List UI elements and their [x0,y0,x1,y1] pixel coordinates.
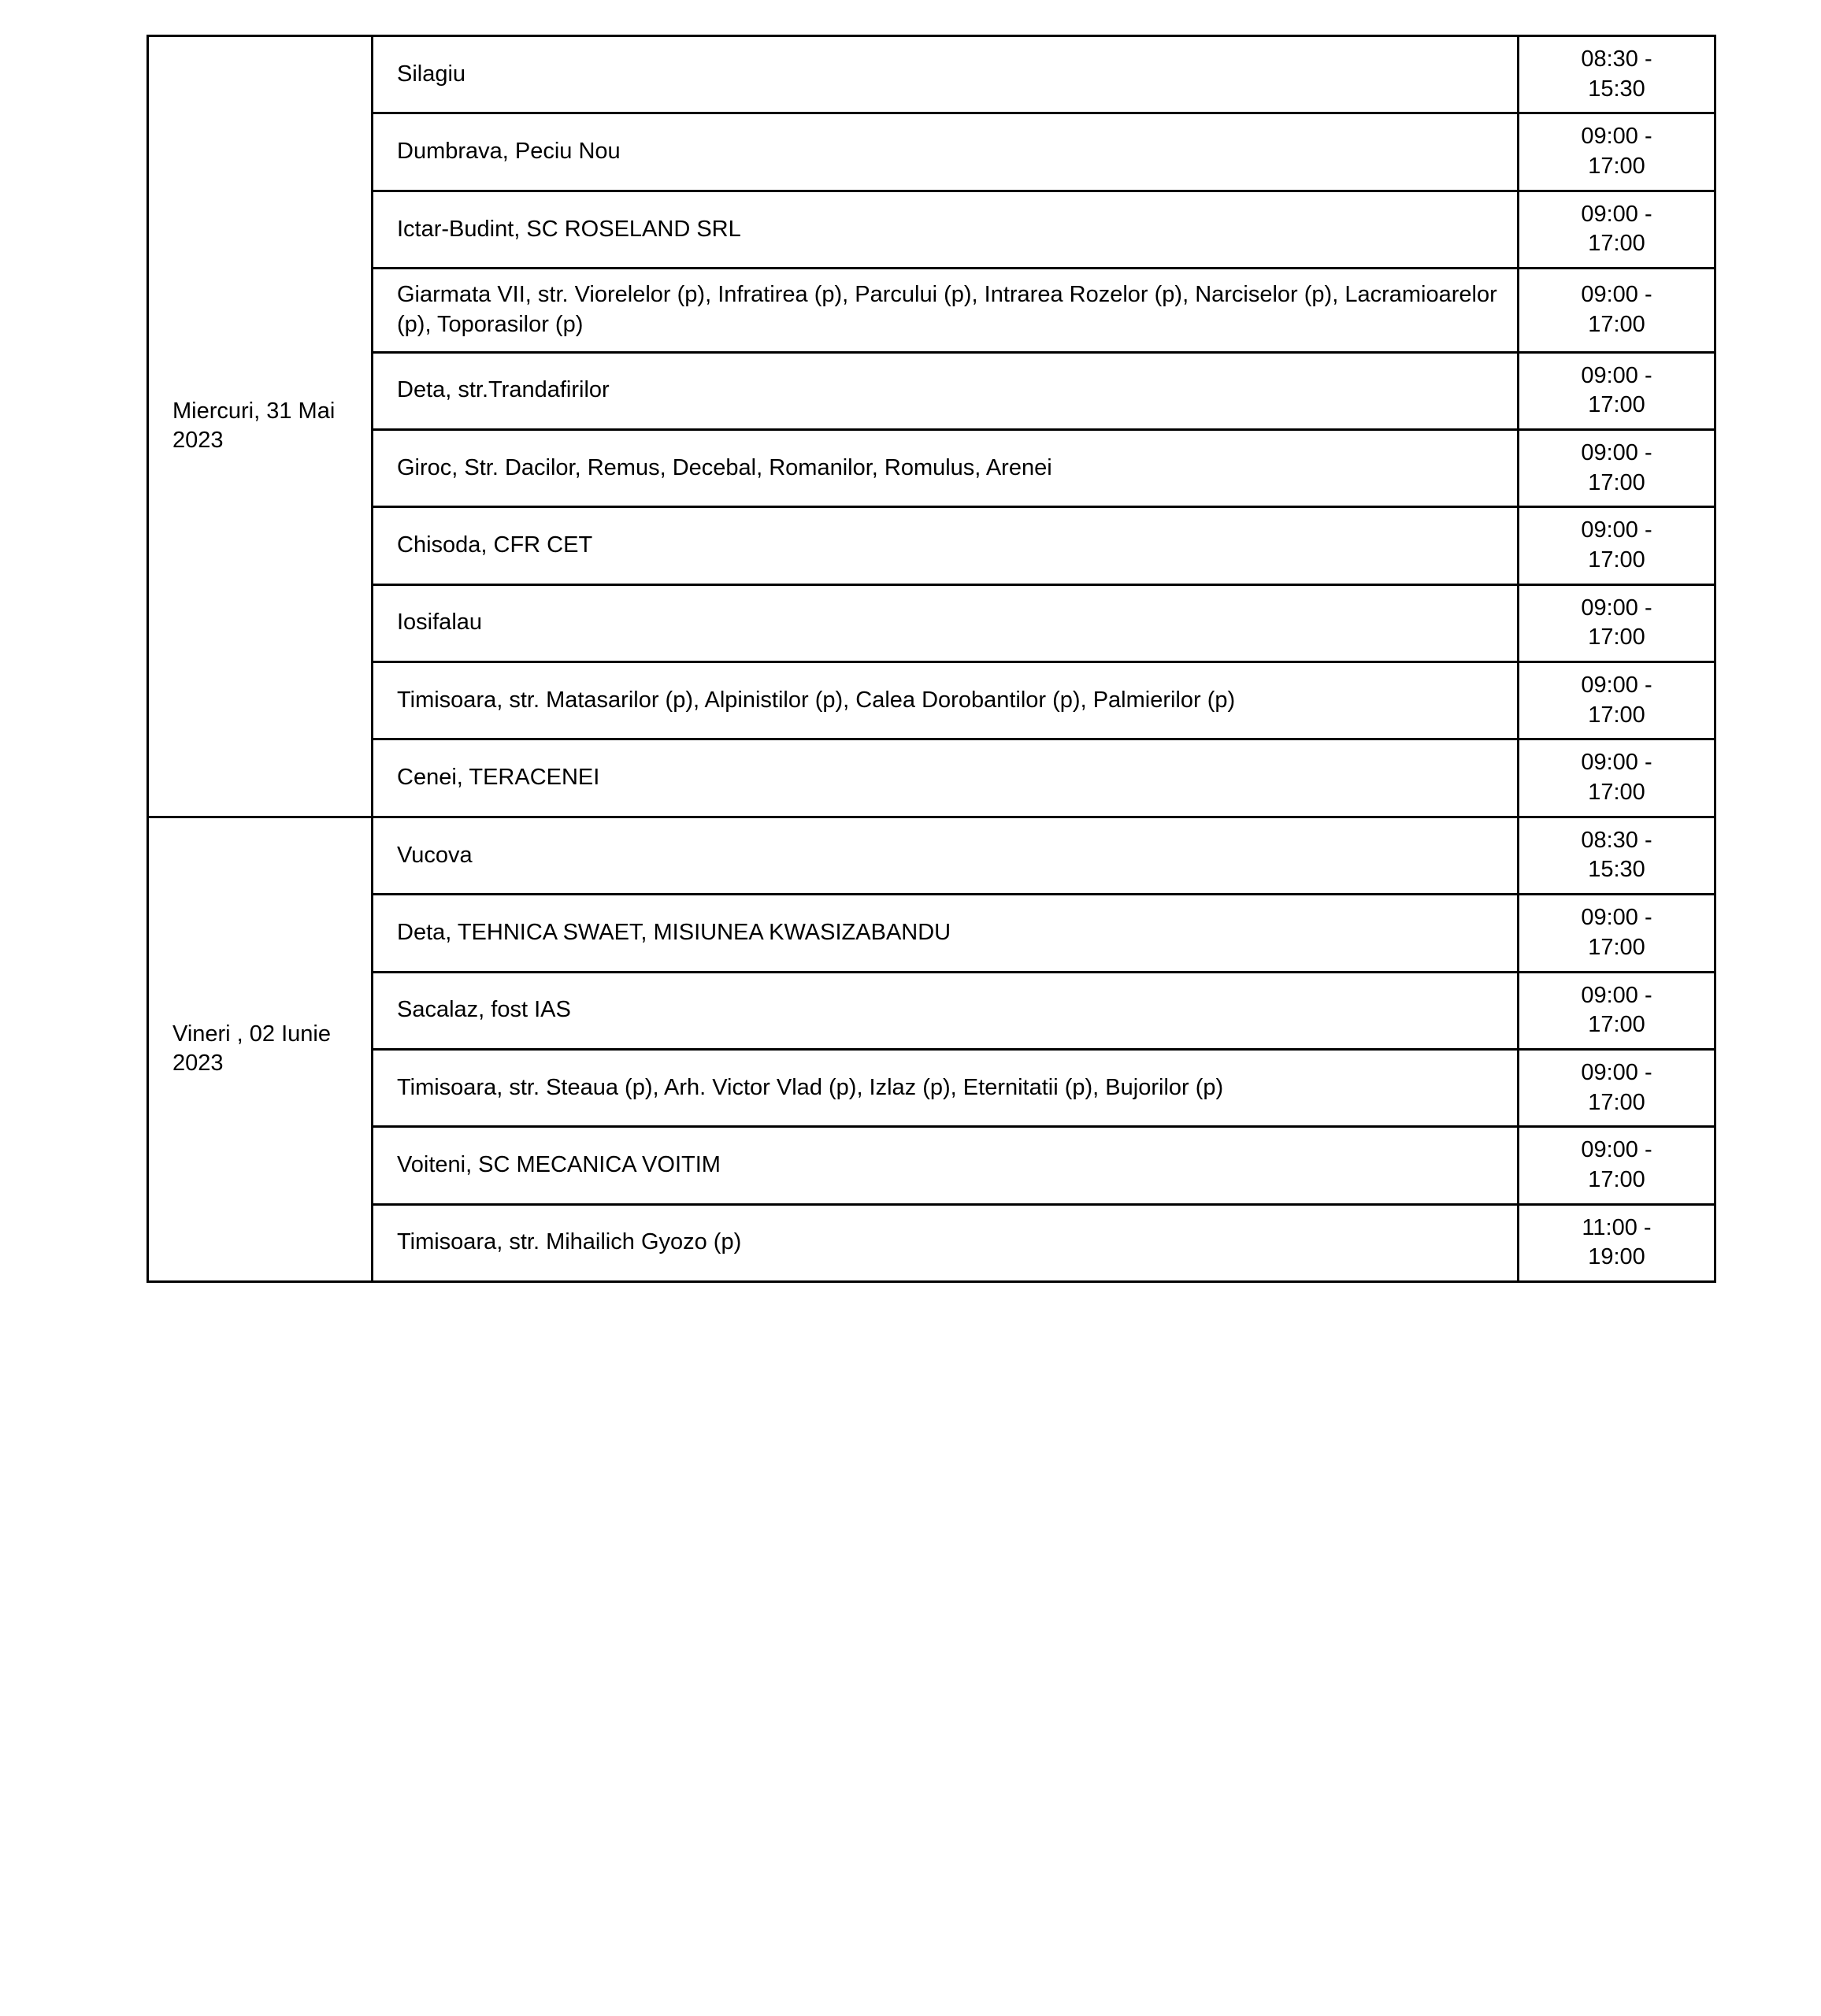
time-end: 17:00 [1588,1012,1645,1038]
time-start: 09:00 - [1581,750,1652,776]
area-label: Cenei, TERACENEI [373,739,1519,817]
area-label: Timisoara, str. Mihailich Gyozo (p) [373,1204,1519,1281]
table-row [148,584,1715,662]
table-row [148,972,1715,1049]
time-end: 17:00 [1588,780,1645,806]
time-end: 17:00 [1588,1166,1645,1192]
day-label: Miercuri, 31 Mai 2023 [148,36,373,817]
time-range [1519,817,1715,894]
area-label: Deta, TEHNICA SWAET, MISIUNEA KWASIZABANDU [373,895,1519,972]
time-start: 09:00 - [1581,1059,1652,1085]
time-end: 17:00 [1588,392,1645,418]
time-range [1519,1049,1715,1126]
time-start: 09:00 - [1581,982,1652,1008]
day-label: Vineri , 02 Iunie 2023 [148,817,373,1281]
area-label: Voiteni, SC MECANICA VOITIM [373,1127,1519,1204]
table-row [148,1049,1715,1126]
table-row [148,507,1715,584]
area-label: Iosifalau [373,584,1519,662]
time-end: 17:00 [1588,1089,1645,1115]
area-label: Giroc, Str. Dacilor, Remus, Decebal, Romanilor, Romulus, Arenei [373,429,1519,506]
time-end: 17:00 [1588,311,1645,337]
time-range [1519,191,1715,268]
time-range [1519,352,1715,429]
time-end: 17:00 [1588,547,1645,573]
area-label: Chisoda, CFR CET [373,507,1519,584]
time-range [1519,895,1715,972]
time-range [1519,662,1715,739]
time-start: 09:00 - [1581,282,1652,308]
area-label: Timisoara, str. Matasarilor (p), Alpinistilor (p), Calea Dorobantilor (p), Palmierilor (p) [373,662,1519,739]
time-end: 17:00 [1588,231,1645,257]
time-start: 08:30 - [1581,46,1652,72]
table-row [148,191,1715,268]
time-range [1519,1127,1715,1204]
outage-schedule-table [146,35,1716,1283]
time-range [1519,36,1715,113]
time-start: 09:00 - [1581,124,1652,150]
time-start: 09:00 - [1581,201,1652,227]
table-row [148,429,1715,506]
time-end: 17:00 [1588,702,1645,728]
area-label: Deta, str.Trandafirilor [373,352,1519,429]
table-row [148,662,1715,739]
area-label: Dumbrava, Peciu Nou [373,113,1519,191]
time-start: 09:00 - [1581,595,1652,621]
schedule-body [148,36,1715,1282]
table-row [148,817,1715,894]
table-row [148,36,1715,113]
time-start: 09:00 - [1581,905,1652,931]
area-label: Ictar-Budint, SC ROSELAND SRL [373,191,1519,268]
time-range [1519,1204,1715,1281]
time-start: 09:00 - [1581,517,1652,543]
table-row [148,739,1715,817]
time-start: 09:00 - [1581,439,1652,465]
time-start: 08:30 - [1581,827,1652,853]
table-row [148,269,1715,352]
time-range [1519,739,1715,817]
time-start: 09:00 - [1581,362,1652,388]
table-row [148,895,1715,972]
time-end: 17:00 [1588,624,1645,650]
time-end: 15:30 [1588,76,1645,102]
time-end: 17:00 [1588,934,1645,960]
area-label: Giarmata VII, str. Viorelelor (p), Infratirea (p), Parcului (p), Intrarea Rozelor (p), Narciselor (p), Lacramioarelor (p), Toporasilor (p) [373,269,1519,352]
area-label: Timisoara, str. Steaua (p), Arh. Victor Vlad (p), Izlaz (p), Eternitatii (p), Bujorilor (p) [373,1049,1519,1126]
time-start: 09:00 - [1581,1137,1652,1163]
time-range [1519,113,1715,191]
time-range [1519,972,1715,1049]
time-end: 15:30 [1588,857,1645,883]
time-range [1519,429,1715,506]
time-end: 17:00 [1588,154,1645,180]
table-row [148,1127,1715,1204]
area-label: Silagiu [373,36,1519,113]
time-range [1519,269,1715,352]
area-label: Vucova [373,817,1519,894]
time-start: 09:00 - [1581,673,1652,698]
table-row [148,1204,1715,1281]
time-range [1519,507,1715,584]
time-end: 19:00 [1588,1244,1645,1270]
area-label: Sacalaz, fost IAS [373,972,1519,1049]
table-row [148,113,1715,191]
time-start: 11:00 - [1582,1214,1652,1240]
time-end: 17:00 [1588,469,1645,495]
time-range [1519,584,1715,662]
table-row [148,352,1715,429]
